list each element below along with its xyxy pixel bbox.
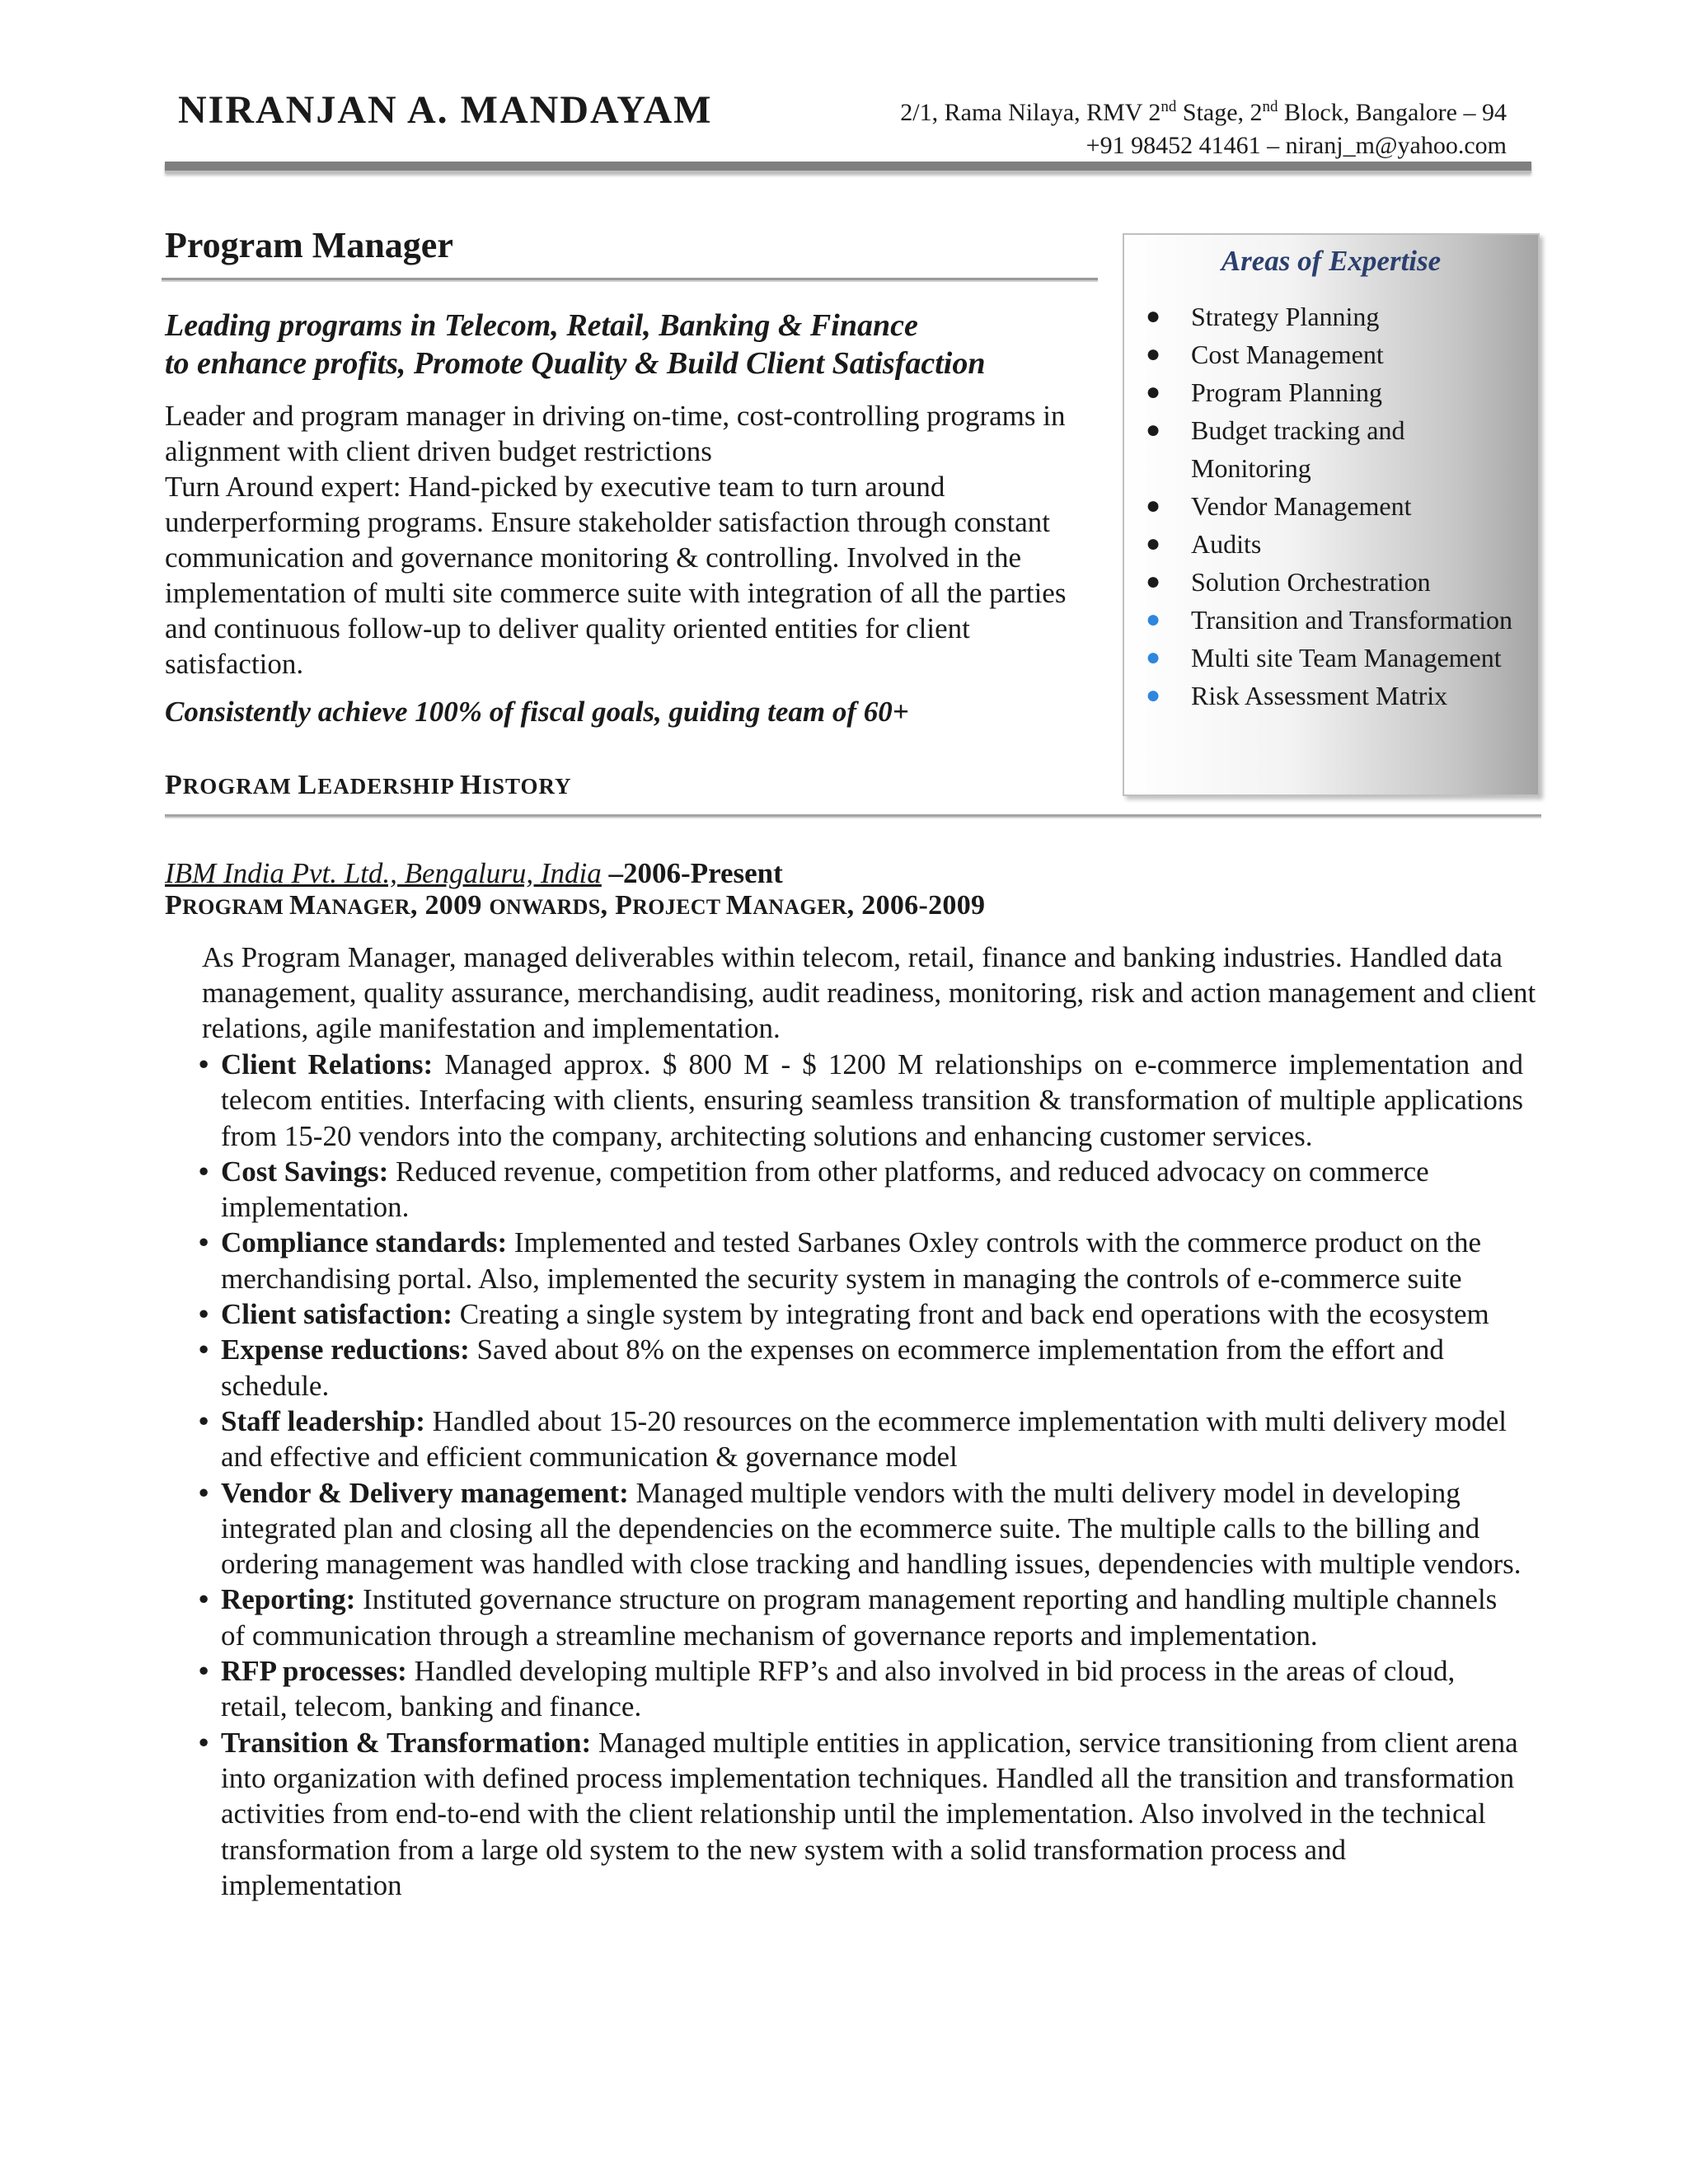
bullet-icon: • — [199, 1726, 209, 1759]
responsibility-label: RFP processes: — [221, 1655, 407, 1688]
expertise-label: Program Planning — [1191, 377, 1382, 407]
bullet-icon: ● — [1146, 302, 1161, 330]
responsibility-item — [199, 1154, 1523, 1226]
expertise-label: Cost Management — [1191, 340, 1384, 369]
bullet-icon: ● — [1146, 416, 1161, 443]
heading-part: P — [165, 770, 183, 800]
bullet-icon: • — [199, 1155, 209, 1188]
responsibility-text: Saved about 8% on the expenses on ecommerce implementation from the effort and schedule. — [221, 1333, 1444, 1402]
section-heading-history — [165, 770, 572, 801]
section-divider — [165, 814, 1541, 818]
job-title: Program Manager — [165, 225, 453, 265]
header-divider — [165, 162, 1531, 173]
responsibility-text: Managed multiple entities in application, service transitioning from client arena into organization with defined process implementation techniques. Handled all the transition and transformation activities from end-to-end with the client relationship until the implementation. Also involved in the technical transformation from a large old system to the new system with a solid transformation process and implementation — [221, 1726, 1518, 1901]
responsibility-label: Reporting: — [221, 1583, 356, 1616]
bullet-icon: • — [199, 1655, 209, 1688]
role-part: M — [289, 890, 316, 921]
role-line — [165, 890, 985, 921]
contact-block — [900, 91, 1507, 162]
expertise-label: Transition and Transformation — [1191, 605, 1512, 635]
role-part: ANAGER — [316, 895, 410, 919]
expertise-item — [1124, 563, 1521, 601]
responsibility-label: Compliance standards: — [221, 1226, 508, 1259]
bullet-icon: ● — [1146, 606, 1161, 633]
summary-paragraph: Leader and program manager in driving on-time, cost-controlling programs in alignment with client driven budget restrictions — [165, 400, 1066, 467]
expertise-label: Budget tracking and Monitoring — [1191, 415, 1405, 483]
responsibility-label: Transition & Transformation: — [221, 1726, 592, 1759]
heading-part: ROGRAM — [182, 774, 298, 799]
expertise-label: Risk Assessment Matrix — [1191, 681, 1448, 710]
address-line — [900, 91, 1507, 129]
responsibility-text: Instituted governance structure on program management reporting and handling multiple channels of communication through a streamline mechanism of governance reports and implementation. — [221, 1583, 1498, 1652]
candidate-name: NIRANJAN A. MANDAYAM — [178, 88, 713, 132]
address-superscript: nd — [1160, 98, 1177, 115]
expertise-item — [1124, 677, 1521, 715]
expertise-item — [1124, 525, 1521, 563]
responsibility-text: Implemented and tested Sarbanes Oxley controls with the commerce product on the merchandising portal. Also, implemented the security system in managing the controls of e-commerce suite — [221, 1226, 1481, 1295]
role-part: ROJECT — [632, 895, 726, 919]
job-summary: As Program Manager, managed deliverables within telecom, retail, finance and banking industries. Handled data management, quality assurance, merchandising, audit readiness, monitoring, risk and action management and client relations, agile manifestation and implementation. — [202, 941, 1536, 1044]
role-part: ROGRAM — [182, 895, 289, 919]
bullet-icon: • — [199, 1333, 209, 1366]
role-part: , P — [600, 890, 633, 921]
heading-part: EADERSHIP — [317, 774, 460, 799]
bullet-icon: ● — [1146, 340, 1161, 368]
responsibility-item — [199, 1047, 1523, 1154]
bullet-icon: ● — [1146, 568, 1161, 595]
employer-name: IBM India Pvt. Ltd., Bengaluru, India — [165, 857, 602, 889]
tagline-line-1: Leading programs in Telecom, Retail, Banking & Finance — [165, 308, 918, 343]
address-part: Block, Bangalore – 94 — [1278, 99, 1507, 126]
bullet-icon: • — [199, 1048, 209, 1080]
expertise-item — [1124, 639, 1521, 677]
expertise-item — [1124, 601, 1521, 639]
responsibility-text: Handled developing multiple RFP’s and also involved in bid process in the areas of cloud, retail, telecom, banking and finance. — [221, 1655, 1456, 1723]
bullet-icon: • — [199, 1298, 209, 1331]
expertise-list — [1124, 298, 1521, 715]
bullet-icon: • — [199, 1226, 209, 1259]
responsibility-text: Reduced revenue, competition from other platforms, and reduced advocacy on commerce implementation. — [221, 1155, 1429, 1224]
role-part: , 2006-2009 — [846, 890, 986, 921]
responsibility-item — [199, 1653, 1523, 1725]
tagline-line-2: to enhance profits, Promote Quality & Build Client Satisfaction — [165, 346, 986, 381]
bullet-icon: ● — [1146, 530, 1161, 557]
expertise-title: Areas of Expertise — [1221, 245, 1442, 277]
responsibility-item — [199, 1582, 1523, 1653]
responsibility-item — [199, 1475, 1523, 1582]
bullet-icon: ● — [1146, 492, 1161, 519]
responsibility-label: Client Relations: — [221, 1048, 434, 1080]
responsibility-item — [199, 1225, 1523, 1296]
address-superscript: nd — [1262, 98, 1278, 115]
employer-line — [165, 855, 783, 891]
role-part: ANAGER — [753, 895, 847, 919]
phone-email-line: +91 98452 41461 – niranj_m@yahoo.com — [1085, 132, 1507, 159]
summary-paragraph: Turn Around expert: Hand-picked by executive team to turn around underperforming programs. Ensure stakeholder satisfaction through constant communication and governance monitoring & controlling. Involved in the implementation of multi site commerce suite with integration of all the parties and continuous follow-up to deliver quality oriented entities for client satisfaction. — [165, 471, 1067, 680]
role-part: ONWARDS — [489, 895, 601, 919]
heading-part: L — [298, 770, 318, 800]
bullet-icon: ● — [1146, 644, 1161, 671]
expertise-label: Multi site Team Management — [1191, 643, 1502, 673]
heading-part: ISTORY — [482, 774, 572, 799]
expertise-label: Strategy Planning — [1191, 302, 1380, 331]
bullet-icon: ● — [1146, 378, 1161, 405]
bullet-icon: • — [199, 1404, 209, 1437]
role-part: M — [725, 890, 753, 921]
responsibility-label: Client satisfaction: — [221, 1298, 452, 1331]
responsibility-item — [199, 1296, 1523, 1332]
responsibility-item — [199, 1332, 1523, 1404]
responsibility-text: Creating a single system by integrating front and back end operations with the ecosystem — [452, 1298, 1489, 1331]
bullet-icon: • — [199, 1583, 209, 1616]
expertise-item — [1124, 298, 1521, 335]
expertise-label: Audits — [1191, 529, 1262, 559]
title-divider — [162, 278, 1098, 282]
responsibility-label: Expense reductions: — [221, 1333, 470, 1366]
bullet-icon: • — [199, 1476, 209, 1509]
responsibility-item — [199, 1404, 1523, 1475]
role-part: , 2009 — [410, 890, 490, 921]
expertise-label: Vendor Management — [1191, 491, 1412, 521]
expertise-item — [1124, 487, 1521, 525]
expertise-box — [1123, 233, 1540, 796]
expertise-item — [1124, 373, 1521, 411]
address-part: Stage, 2 — [1176, 99, 1263, 126]
role-part: P — [165, 890, 183, 921]
expertise-label: Solution Orchestration — [1191, 567, 1431, 597]
heading-part: H — [460, 770, 483, 800]
address-part: 2/1, Rama Nilaya, RMV 2 — [900, 99, 1161, 126]
responsibility-text: Managed approx. $ 800 M - $ 1200 M relationships on e-commerce implementation and telecom entities. Interfacing with clients, ensuring seamless transition & transformation of multiple applications from 15-20 vendors into the company, architecting solutions and enhancing customer services. — [221, 1048, 1523, 1152]
responsibility-text: Handled about 15-20 resources on the ecommerce implementation with multi delivery model and effective and efficient communication & governance model — [221, 1404, 1507, 1474]
profile-summary — [165, 398, 1088, 682]
expertise-item — [1124, 335, 1521, 373]
responsibility-text: Managed multiple vendors with the multi delivery model in developing integrated plan and closing all the dependencies on the ecommerce suite. The multiple calls to the billing and ordering management was handled with close tracking and handling issues, dependencies with multiple vendors. — [221, 1476, 1522, 1581]
bullet-icon: ● — [1146, 682, 1161, 709]
expertise-item — [1124, 411, 1521, 487]
achievement-highlight: Consistently achieve 100% of fiscal goals, guiding team of 60+ — [165, 696, 909, 728]
employment-years: –2006-Present — [601, 857, 783, 889]
responsibility-label: Cost Savings: — [221, 1155, 389, 1188]
responsibility-item — [199, 1725, 1523, 1903]
responsibility-label: Vendor & Delivery management: — [221, 1476, 629, 1509]
tagline — [165, 307, 985, 382]
responsibility-label: Staff leadership: — [221, 1404, 425, 1437]
responsibility-list — [199, 1047, 1523, 1903]
